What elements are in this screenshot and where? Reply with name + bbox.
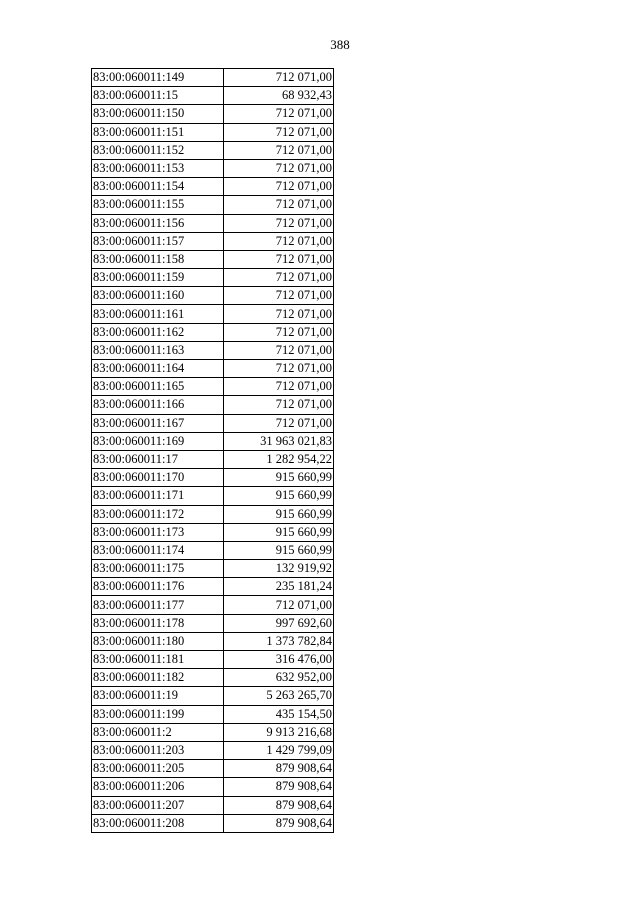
cadastral-number-cell: 83:00:060011:207	[92, 796, 224, 814]
table-row	[92, 596, 334, 614]
table-row	[92, 778, 334, 796]
table-row	[92, 432, 334, 450]
table-row	[92, 505, 334, 523]
cadastral-value-cell: 712 071,00	[224, 269, 334, 287]
table-row	[92, 214, 334, 232]
table-row	[92, 360, 334, 378]
cadastral-number-cell: 83:00:060011:169	[92, 432, 224, 450]
table-row	[92, 287, 334, 305]
cadastral-number-cell: 83:00:060011:165	[92, 378, 224, 396]
table-row	[92, 69, 334, 87]
table-row	[92, 159, 334, 177]
table-row	[92, 760, 334, 778]
cadastral-number-cell: 83:00:060011:173	[92, 523, 224, 541]
cadastral-number-cell: 83:00:060011:203	[92, 741, 224, 759]
cadastral-value-cell: 712 071,00	[224, 360, 334, 378]
cadastral-value-cell: 5 263 265,70	[224, 687, 334, 705]
cadastral-number-cell: 83:00:060011:206	[92, 778, 224, 796]
cadastral-value-cell: 712 071,00	[224, 196, 334, 214]
cadastral-value-cell: 712 071,00	[224, 214, 334, 232]
cadastral-number-cell: 83:00:060011:150	[92, 105, 224, 123]
table-row	[92, 705, 334, 723]
cadastral-number-cell: 83:00:060011:178	[92, 614, 224, 632]
table-row	[92, 523, 334, 541]
cadastral-value-table	[91, 68, 334, 833]
cadastral-number-cell: 83:00:060011:158	[92, 250, 224, 268]
table-row	[92, 105, 334, 123]
cadastral-value-cell: 997 692,60	[224, 614, 334, 632]
table-row	[92, 651, 334, 669]
table-row	[92, 305, 334, 323]
cadastral-number-cell: 83:00:060011:157	[92, 232, 224, 250]
table-row	[92, 669, 334, 687]
cadastral-value-cell: 915 660,99	[224, 487, 334, 505]
cadastral-number-cell: 83:00:060011:152	[92, 141, 224, 159]
cadastral-number-cell: 83:00:060011:162	[92, 323, 224, 341]
cadastral-number-cell: 83:00:060011:2	[92, 723, 224, 741]
cadastral-value-cell: 879 908,64	[224, 778, 334, 796]
cadastral-number-cell: 83:00:060011:155	[92, 196, 224, 214]
cadastral-value-cell: 712 071,00	[224, 159, 334, 177]
cadastral-value-cell: 712 071,00	[224, 178, 334, 196]
cadastral-value-cell: 712 071,00	[224, 69, 334, 87]
cadastral-number-cell: 83:00:060011:174	[92, 541, 224, 559]
table-row	[92, 687, 334, 705]
table-row	[92, 87, 334, 105]
cadastral-value-cell: 435 154,50	[224, 705, 334, 723]
cadastral-number-cell: 83:00:060011:181	[92, 651, 224, 669]
cadastral-value-cell: 1 282 954,22	[224, 450, 334, 468]
cadastral-value-cell: 712 071,00	[224, 341, 334, 359]
cadastral-number-cell: 83:00:060011:170	[92, 469, 224, 487]
table-row	[92, 741, 334, 759]
cadastral-value-cell: 712 071,00	[224, 596, 334, 614]
cadastral-number-cell: 83:00:060011:205	[92, 760, 224, 778]
cadastral-number-cell: 83:00:060011:172	[92, 505, 224, 523]
cadastral-value-cell: 9 913 216,68	[224, 723, 334, 741]
cadastral-number-cell: 83:00:060011:199	[92, 705, 224, 723]
cadastral-number-cell: 83:00:060011:15	[92, 87, 224, 105]
table-row	[92, 469, 334, 487]
cadastral-number-cell: 83:00:060011:171	[92, 487, 224, 505]
cadastral-number-cell: 83:00:060011:161	[92, 305, 224, 323]
cadastral-number-cell: 83:00:060011:149	[92, 69, 224, 87]
cadastral-number-cell: 83:00:060011:159	[92, 269, 224, 287]
cadastral-number-cell: 83:00:060011:163	[92, 341, 224, 359]
table-row	[92, 560, 334, 578]
cadastral-value-cell: 712 071,00	[224, 232, 334, 250]
cadastral-number-cell: 83:00:060011:177	[92, 596, 224, 614]
table-row	[92, 632, 334, 650]
cadastral-value-cell: 915 660,99	[224, 505, 334, 523]
cadastral-value-cell: 712 071,00	[224, 105, 334, 123]
cadastral-value-cell: 915 660,99	[224, 541, 334, 559]
cadastral-value-cell: 879 908,64	[224, 760, 334, 778]
cadastral-value-cell: 712 071,00	[224, 123, 334, 141]
table-row	[92, 378, 334, 396]
cadastral-value-cell: 915 660,99	[224, 469, 334, 487]
cadastral-number-cell: 83:00:060011:180	[92, 632, 224, 650]
cadastral-value-cell: 879 908,64	[224, 796, 334, 814]
cadastral-value-cell: 712 071,00	[224, 141, 334, 159]
table-row	[92, 323, 334, 341]
cadastral-value-cell: 632 952,00	[224, 669, 334, 687]
table-row	[92, 450, 334, 468]
cadastral-value-cell: 712 071,00	[224, 323, 334, 341]
table-row	[92, 578, 334, 596]
cadastral-value-cell: 31 963 021,83	[224, 432, 334, 450]
cadastral-value-cell: 915 660,99	[224, 523, 334, 541]
table-row	[92, 196, 334, 214]
cadastral-value-cell: 235 181,24	[224, 578, 334, 596]
table-row	[92, 541, 334, 559]
cadastral-value-cell: 316 476,00	[224, 651, 334, 669]
cadastral-value-cell: 712 071,00	[224, 305, 334, 323]
table-row	[92, 341, 334, 359]
cadastral-number-cell: 83:00:060011:182	[92, 669, 224, 687]
page-number: 388	[330, 37, 350, 52]
table-row	[92, 796, 334, 814]
cadastral-number-cell: 83:00:060011:175	[92, 560, 224, 578]
table-row	[92, 396, 334, 414]
cadastral-number-cell: 83:00:060011:167	[92, 414, 224, 432]
cadastral-number-cell: 83:00:060011:160	[92, 287, 224, 305]
table-row	[92, 414, 334, 432]
cadastral-value-cell: 712 071,00	[224, 287, 334, 305]
cadastral-number-cell: 83:00:060011:153	[92, 159, 224, 177]
table-row	[92, 269, 334, 287]
cadastral-number-cell: 83:00:060011:156	[92, 214, 224, 232]
cadastral-value-cell: 132 919,92	[224, 560, 334, 578]
cadastral-value-cell: 712 071,00	[224, 378, 334, 396]
table-row	[92, 232, 334, 250]
table-row	[92, 141, 334, 159]
cadastral-value-cell: 1 429 799,09	[224, 741, 334, 759]
table-row	[92, 250, 334, 268]
cadastral-value-cell: 879 908,64	[224, 814, 334, 832]
table-row	[92, 123, 334, 141]
cadastral-number-cell: 83:00:060011:151	[92, 123, 224, 141]
cadastral-number-cell: 83:00:060011:164	[92, 360, 224, 378]
cadastral-number-cell: 83:00:060011:176	[92, 578, 224, 596]
cadastral-value-cell: 712 071,00	[224, 414, 334, 432]
cadastral-number-cell: 83:00:060011:166	[92, 396, 224, 414]
cadastral-number-cell: 83:00:060011:154	[92, 178, 224, 196]
cadastral-number-cell: 83:00:060011:208	[92, 814, 224, 832]
cadastral-value-cell: 712 071,00	[224, 250, 334, 268]
cadastral-value-cell: 712 071,00	[224, 396, 334, 414]
table-row	[92, 178, 334, 196]
cadastral-value-cell: 68 932,43	[224, 87, 334, 105]
cadastral-number-cell: 83:00:060011:17	[92, 450, 224, 468]
table-row	[92, 614, 334, 632]
cadastral-number-cell: 83:00:060011:19	[92, 687, 224, 705]
table-row	[92, 723, 334, 741]
table-row	[92, 814, 334, 832]
cadastral-value-cell: 1 373 782,84	[224, 632, 334, 650]
table-row	[92, 487, 334, 505]
table-body	[92, 69, 334, 833]
